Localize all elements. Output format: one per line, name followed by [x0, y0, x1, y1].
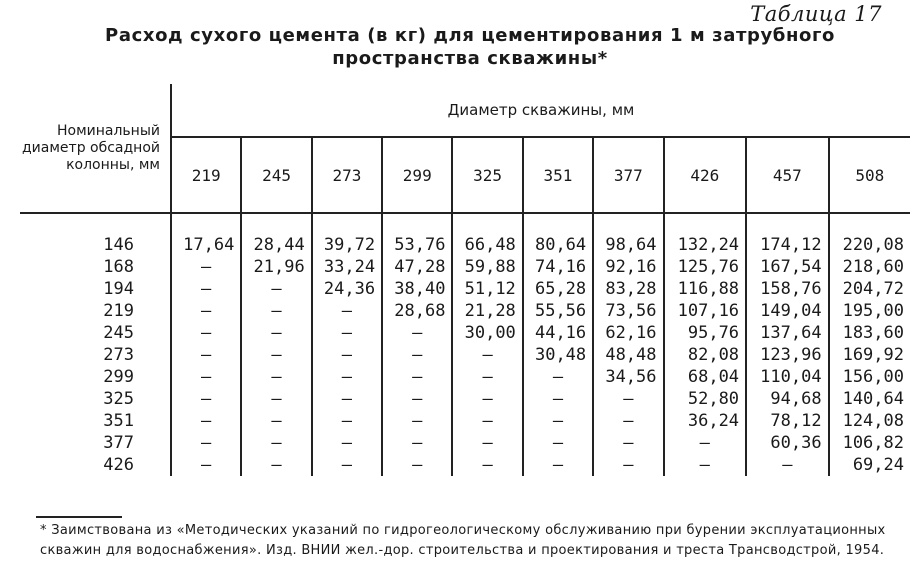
cement-value-cell: 39,72 [312, 213, 382, 256]
empty-cell-dash: — [382, 322, 452, 344]
empty-cell-dash: — [452, 366, 522, 388]
empty-cell-dash: — [382, 366, 452, 388]
empty-cell-dash: — [241, 454, 311, 476]
cement-value-cell: 59,88 [452, 256, 522, 278]
casing-diameter-cell: 299 [103, 367, 134, 387]
cement-value-cell: 107,16 [664, 300, 747, 322]
empty-cell-dash: — [241, 344, 311, 366]
cement-value-cell: 66,48 [452, 213, 522, 256]
empty-cell-dash: — [241, 300, 311, 322]
casing-diameter-cell: 426 [103, 455, 134, 475]
cement-value-cell: 30,48 [523, 344, 593, 366]
casing-diameter-cell: 245 [103, 323, 134, 343]
column-header-diameter: 245 [241, 137, 311, 213]
empty-cell-dash: — [382, 432, 452, 454]
empty-cell-dash: — [171, 410, 241, 432]
empty-cell-dash: — [312, 322, 382, 344]
table-row [20, 410, 910, 432]
table-row [20, 213, 910, 256]
cement-value-cell: 53,76 [382, 213, 452, 256]
cement-value-cell: 94,68 [746, 388, 829, 410]
empty-cell-dash: — [382, 344, 452, 366]
cement-value-cell: 183,60 [829, 322, 910, 344]
cement-value-cell: 65,28 [523, 278, 593, 300]
cement-value-cell: 174,12 [746, 213, 829, 256]
cement-value-cell: 92,16 [593, 256, 663, 278]
table-row [20, 300, 910, 322]
empty-cell-dash: — [171, 344, 241, 366]
casing-diameter-cell: 194 [103, 279, 134, 299]
cement-value-cell: 132,24 [664, 213, 747, 256]
cement-value-cell: 52,80 [664, 388, 747, 410]
cement-value-cell: 51,12 [452, 278, 522, 300]
empty-cell-dash: — [171, 388, 241, 410]
empty-cell-dash: — [452, 388, 522, 410]
empty-cell-dash: — [523, 410, 593, 432]
cement-value-cell: 62,16 [593, 322, 663, 344]
table-row [20, 388, 910, 410]
cement-value-cell: 78,12 [746, 410, 829, 432]
cement-value-cell: 140,64 [829, 388, 910, 410]
cement-value-cell: 98,64 [593, 213, 663, 256]
cement-value-cell: 47,28 [382, 256, 452, 278]
cement-consumption-table [20, 84, 910, 476]
empty-cell-dash: — [382, 410, 452, 432]
column-header-diameter: 377 [593, 137, 663, 213]
empty-cell-dash: — [382, 388, 452, 410]
empty-cell-dash: — [312, 454, 382, 476]
cement-value-cell: 106,82 [829, 432, 910, 454]
empty-cell-dash: — [593, 432, 663, 454]
casing-diameter-cell: 351 [103, 411, 134, 431]
cement-value-cell: 95,76 [664, 322, 747, 344]
column-header-diameter: 457 [746, 137, 829, 213]
empty-cell-dash: — [312, 300, 382, 322]
empty-cell-dash: — [171, 300, 241, 322]
cement-value-cell: 73,56 [593, 300, 663, 322]
cement-value-cell: 34,56 [593, 366, 663, 388]
cement-value-cell: 125,76 [664, 256, 747, 278]
table-number-label: Таблица 17 [750, 2, 882, 26]
empty-cell-dash: — [241, 432, 311, 454]
empty-cell-dash: — [382, 454, 452, 476]
cement-value-cell: 137,64 [746, 322, 829, 344]
cement-value-cell: 55,56 [523, 300, 593, 322]
empty-cell-dash: — [746, 454, 829, 476]
casing-diameter-cell: 325 [103, 389, 134, 409]
empty-cell-dash: — [241, 366, 311, 388]
column-group-header-well-diameter: Диаметр скважины, мм [171, 84, 910, 137]
casing-diameter-cell: 168 [103, 257, 134, 277]
cement-value-cell: 38,40 [382, 278, 452, 300]
empty-cell-dash: — [312, 432, 382, 454]
table-row [20, 432, 910, 454]
row-header-casing-diameter: Номинальный диаметр обсадной колонны, мм [20, 84, 171, 213]
empty-cell-dash: — [241, 322, 311, 344]
empty-cell-dash: — [664, 432, 747, 454]
empty-cell-dash: — [312, 410, 382, 432]
empty-cell-dash: — [664, 454, 747, 476]
cement-value-cell: 82,08 [664, 344, 747, 366]
column-header-diameter: 351 [523, 137, 593, 213]
cement-value-cell: 80,64 [523, 213, 593, 256]
empty-cell-dash: — [523, 454, 593, 476]
empty-cell-dash: — [452, 344, 522, 366]
cement-value-cell: 33,24 [312, 256, 382, 278]
empty-cell-dash: — [452, 454, 522, 476]
cement-value-cell: 24,36 [312, 278, 382, 300]
empty-cell-dash: — [523, 366, 593, 388]
table-row [20, 454, 910, 476]
empty-cell-dash: — [312, 366, 382, 388]
empty-cell-dash: — [312, 388, 382, 410]
casing-diameter-cell: 377 [103, 433, 134, 453]
cement-value-cell: 158,76 [746, 278, 829, 300]
cement-value-cell: 110,04 [746, 366, 829, 388]
empty-cell-dash: — [523, 388, 593, 410]
empty-cell-dash: — [171, 454, 241, 476]
cement-value-cell: 195,00 [829, 300, 910, 322]
empty-cell-dash: — [171, 278, 241, 300]
cement-value-cell: 149,04 [746, 300, 829, 322]
cement-value-cell: 60,36 [746, 432, 829, 454]
column-header-diameter: 219 [171, 137, 241, 213]
empty-cell-dash: — [241, 278, 311, 300]
empty-cell-dash: — [171, 366, 241, 388]
cement-value-cell: 44,16 [523, 322, 593, 344]
cement-value-cell: 218,60 [829, 256, 910, 278]
table-row [20, 278, 910, 300]
table-row [20, 344, 910, 366]
cement-value-cell: 220,08 [829, 213, 910, 256]
empty-cell-dash: — [593, 410, 663, 432]
cement-value-cell: 167,54 [746, 256, 829, 278]
cement-value-cell: 169,92 [829, 344, 910, 366]
column-header-diameter: 299 [382, 137, 452, 213]
empty-cell-dash: — [523, 432, 593, 454]
cement-value-cell: 28,68 [382, 300, 452, 322]
cement-value-cell: 36,24 [664, 410, 747, 432]
cement-value-cell: 123,96 [746, 344, 829, 366]
cement-value-cell: 21,96 [241, 256, 311, 278]
empty-cell-dash: — [171, 256, 241, 278]
cement-value-cell: 30,00 [452, 322, 522, 344]
column-header-diameter: 426 [664, 137, 747, 213]
column-header-diameter: 325 [452, 137, 522, 213]
casing-diameter-cell: 146 [103, 235, 134, 255]
casing-diameter-cell: 219 [103, 301, 134, 321]
table-title: Расход сухого цемента (в кг) для цементирования 1 м затрубного пространства скважины* [105, 25, 835, 69]
empty-cell-dash: — [593, 454, 663, 476]
empty-cell-dash: — [171, 322, 241, 344]
casing-diameter-cell: 273 [103, 345, 134, 365]
cement-value-cell: 116,88 [664, 278, 747, 300]
cement-value-cell: 17,64 [171, 213, 241, 256]
column-header-diameter: 508 [829, 137, 910, 213]
cement-value-cell: 48,48 [593, 344, 663, 366]
empty-cell-dash: — [312, 344, 382, 366]
cement-value-cell: 68,04 [664, 366, 747, 388]
cement-value-cell: 69,24 [829, 454, 910, 476]
footnote-rule [36, 516, 122, 518]
empty-cell-dash: — [452, 410, 522, 432]
footnote: * Заимствована из «Методических указаний по гидрогеологическому обслуживанию при бурении эксплуатационных скважин для водоснабжения». Изд. ВНИИ жел.-дор. строительства и проектирования и треста Трансводстрой, 1954. [40, 523, 886, 558]
empty-cell-dash: — [241, 410, 311, 432]
table-row [20, 256, 910, 278]
empty-cell-dash: — [241, 388, 311, 410]
cement-value-cell: 83,28 [593, 278, 663, 300]
table-row [20, 322, 910, 344]
empty-cell-dash: — [593, 388, 663, 410]
cement-value-cell: 124,08 [829, 410, 910, 432]
cement-value-cell: 156,00 [829, 366, 910, 388]
empty-cell-dash: — [171, 432, 241, 454]
cement-value-cell: 28,44 [241, 213, 311, 256]
cement-value-cell: 21,28 [452, 300, 522, 322]
empty-cell-dash: — [452, 432, 522, 454]
column-header-diameter: 273 [312, 137, 382, 213]
cement-value-cell: 74,16 [523, 256, 593, 278]
cement-value-cell: 204,72 [829, 278, 910, 300]
table-row [20, 366, 910, 388]
